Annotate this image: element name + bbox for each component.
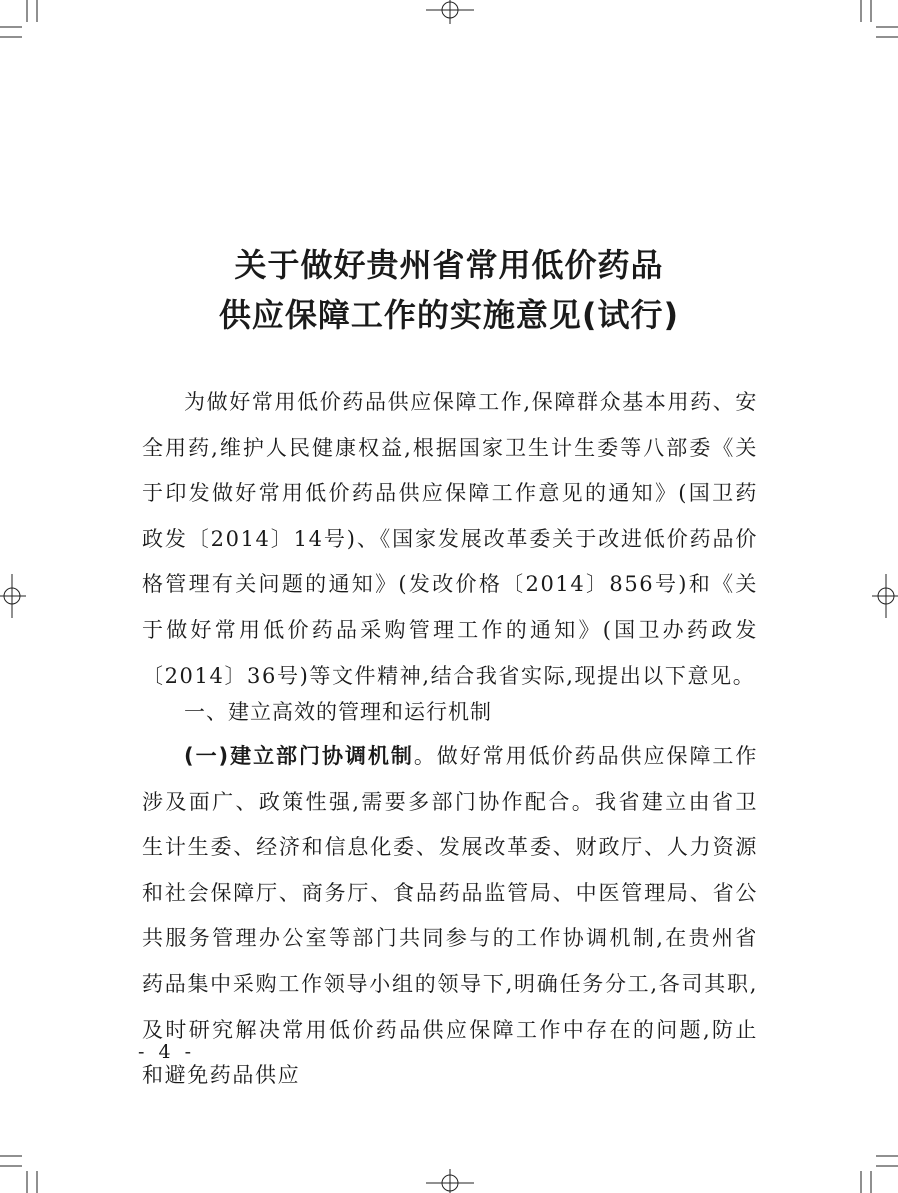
document-title-line-2: 供应保障工作的实施意见(试行) <box>218 296 680 334</box>
subsection-text: 。做好常用低价药品供应保障工作涉及面广、政策性强,需要多部门协作配合。我省建立由省卫生计生委、经济和信息化委、发展改革委、财政厅、人力资源和社会保障厅、商务厅、食品药品监管局、中医管理局、省公共服务管理办公室等部门共同参与的工作协调机制,在贵州省药品集中采购工作领导小组的领导下,明确任务分工,各司其职,及时研究解决常用低价药品供应保障工作中存在的问题,防止和避免药品供应 <box>142 744 758 1088</box>
subsection-title: (一)建立部门协调机制 <box>184 744 414 768</box>
subsection-paragraph <box>142 734 758 1099</box>
intro-paragraph: 为做好常用低价药品供应保障工作,保障群众基本用药、安全用药,维护人民健康权益,根据国家卫生计生委等八部委《关于印发做好常用低价药品供应保障工作意见的通知》(国卫药政发〔2014〕14号)、《国家发展改革委关于改进低价药品价格管理有关问题的通知》(发改价格〔2014〕856号)和《关于做好常用低价药品采购管理工作的通知》(国卫办药政发〔2014〕36号)等文件精神,结合我省实际,现提出以下意见。 <box>142 390 758 688</box>
page-number: - 4 - <box>138 1041 196 1063</box>
document-title-line-1: 关于做好贵州省常用低价药品 <box>234 246 664 284</box>
section-heading: 一、建立高效的管理和运行机制 <box>184 700 492 724</box>
